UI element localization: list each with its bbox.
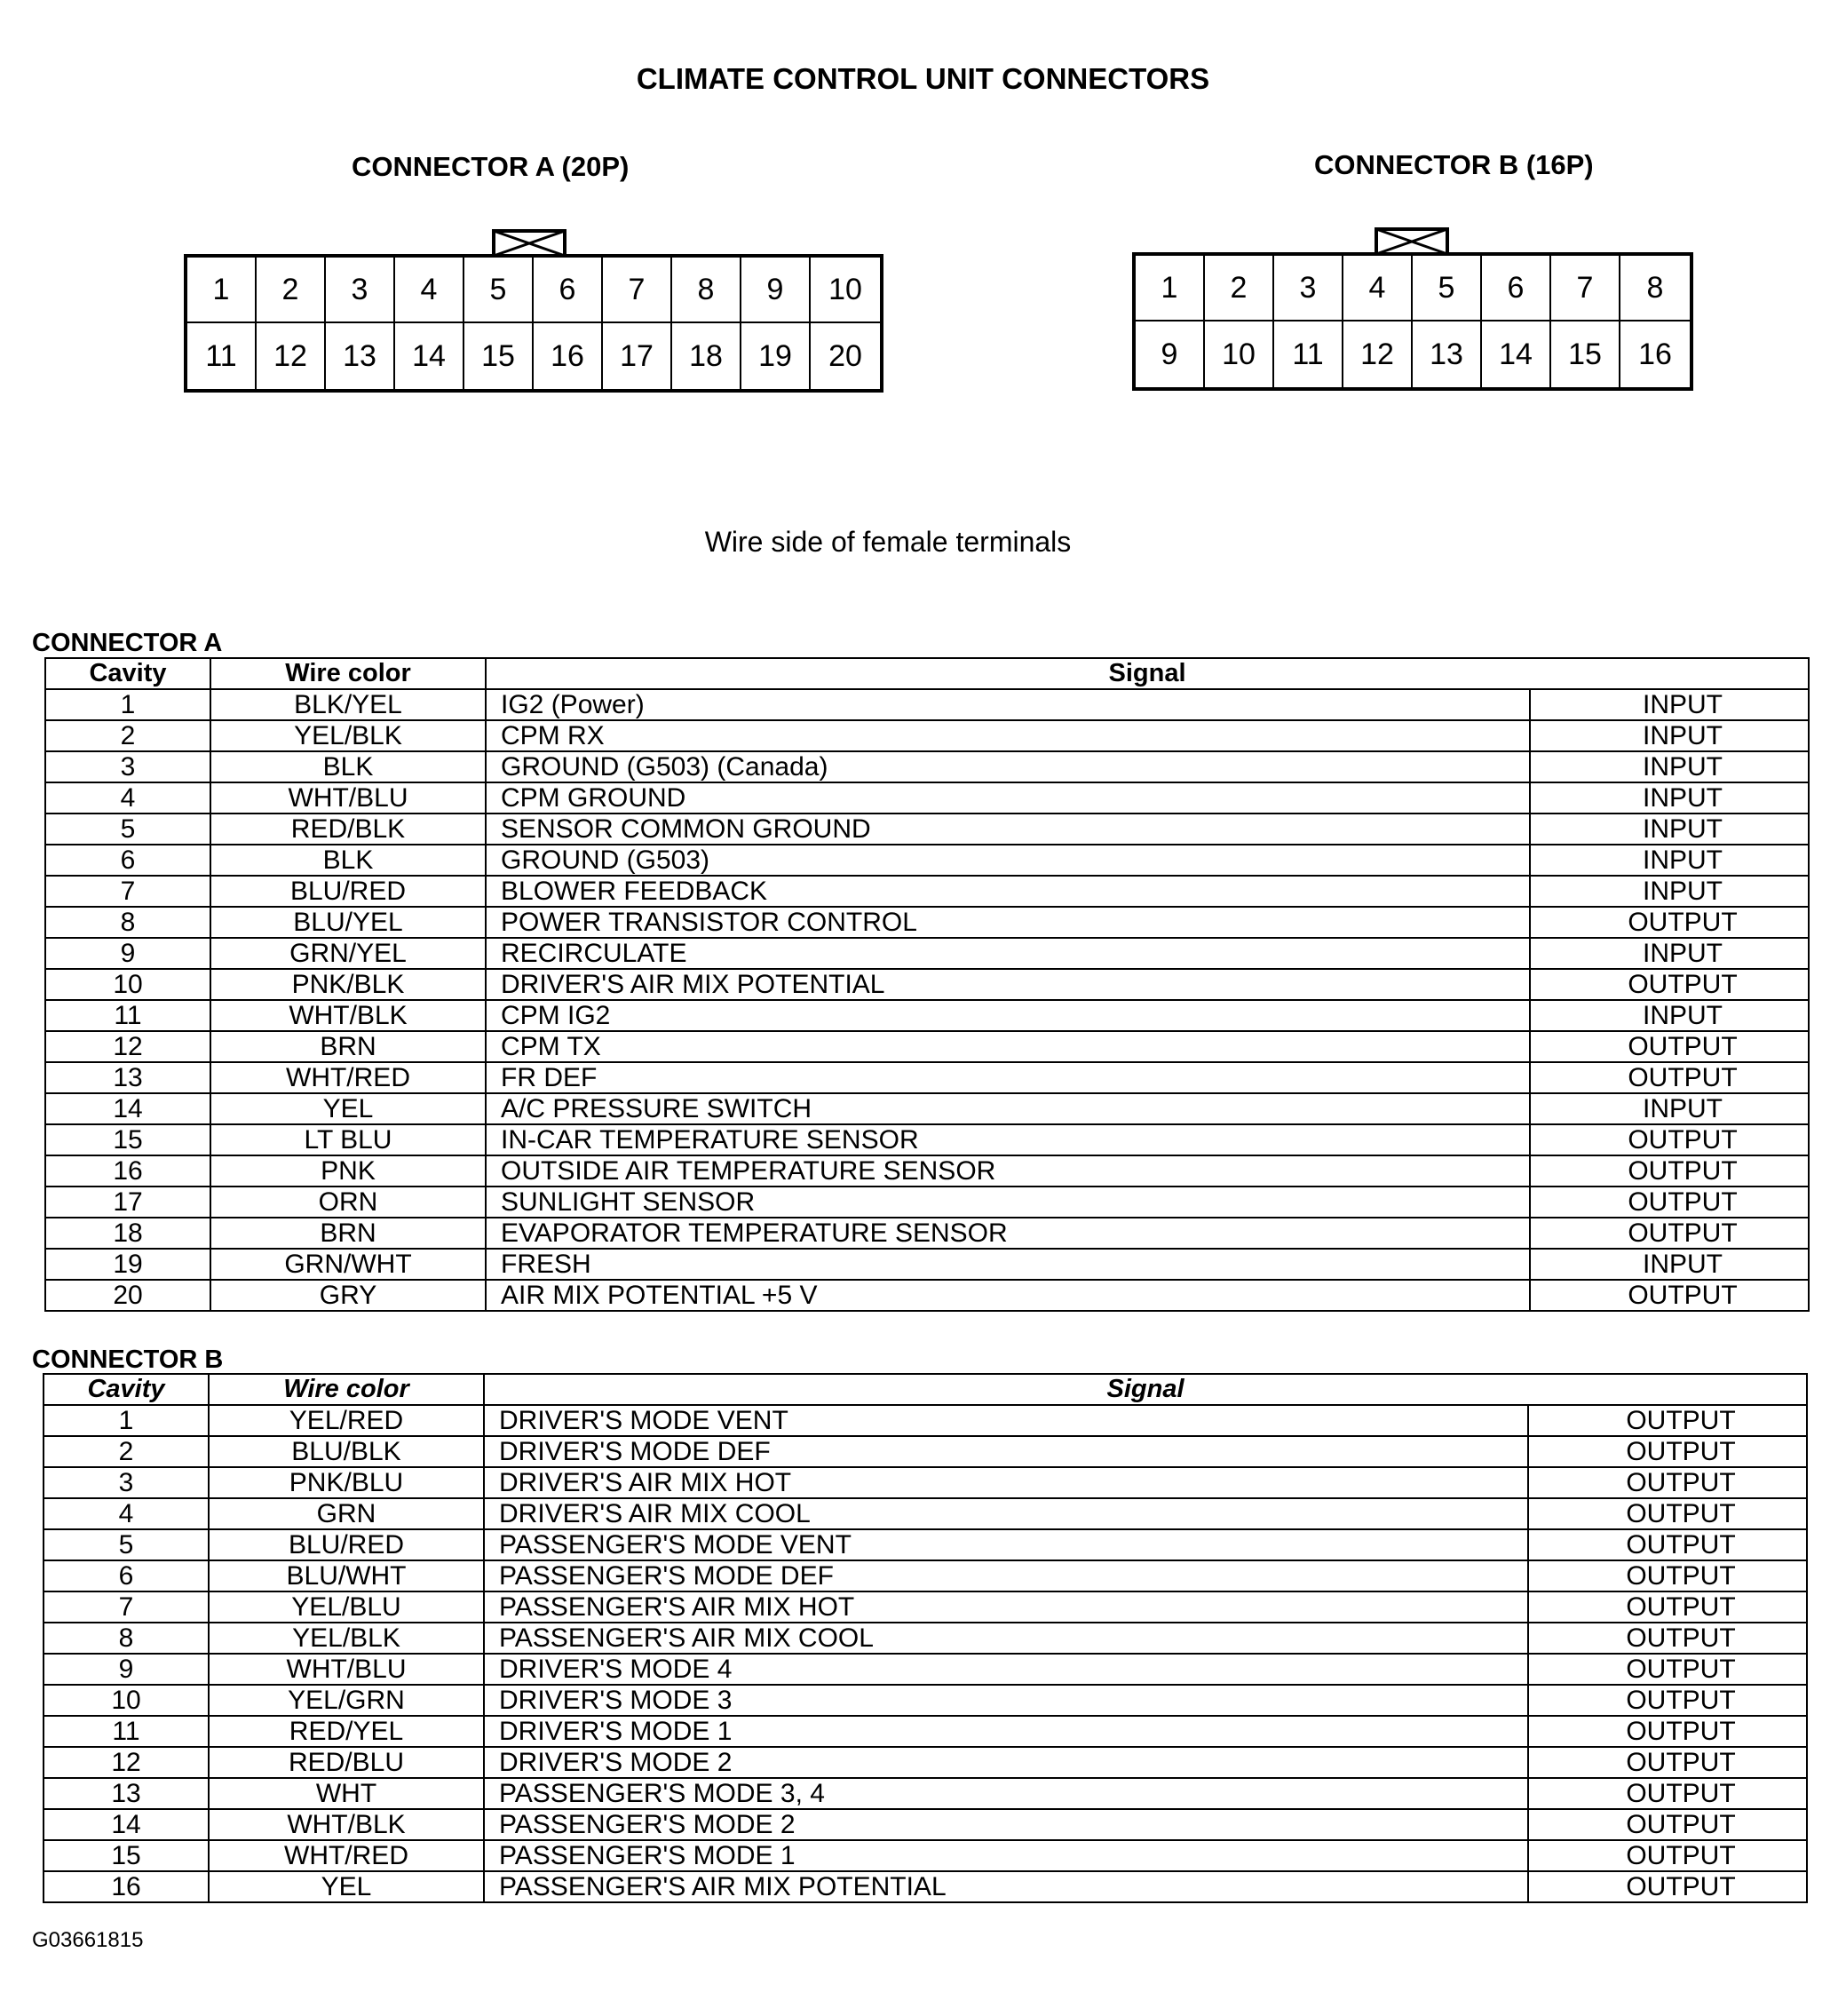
direction-cell: INPUT	[1530, 689, 1809, 720]
wire-color-cell: YEL/RED	[209, 1405, 484, 1436]
table-row	[44, 1840, 1807, 1871]
table-row	[44, 1654, 1807, 1685]
pin-cell: 2	[257, 258, 326, 323]
wire-color-cell: WHT/RED	[210, 1062, 486, 1093]
wire-color-cell: BLK	[210, 751, 486, 782]
signal-cell: OUTSIDE AIR TEMPERATURE SENSOR	[486, 1155, 1530, 1187]
table-header-row	[45, 658, 1809, 689]
signal-cell: PASSENGER'S MODE 2	[484, 1809, 1528, 1840]
pin-cell: 9	[1136, 321, 1205, 387]
pin-cell: 17	[603, 323, 672, 389]
wire-color-cell: BRN	[210, 1031, 486, 1062]
wire-color-cell: BLU/RED	[210, 876, 486, 907]
connector-b-pin-diagram	[1132, 252, 1693, 391]
pin-cell: 7	[603, 258, 672, 323]
table-row	[45, 1280, 1809, 1311]
table-row	[45, 845, 1809, 876]
table-row	[45, 1031, 1809, 1062]
wire-color-cell: GRN/YEL	[210, 938, 486, 969]
table-row	[45, 938, 1809, 969]
signal-cell: CPM IG2	[486, 1000, 1530, 1031]
table-row	[44, 1809, 1807, 1840]
cavity-header: Cavity	[44, 1374, 209, 1405]
table-row	[44, 1716, 1807, 1747]
cavity-cell: 2	[44, 1436, 209, 1467]
direction-cell: OUTPUT	[1528, 1498, 1807, 1529]
signal-header: Signal	[486, 658, 1809, 689]
signal-cell: SUNLIGHT SENSOR	[486, 1187, 1530, 1218]
wire-color-cell: YEL/BLK	[210, 720, 486, 751]
pin-cell: 1	[1136, 256, 1205, 321]
wire-color-cell: BLU/YEL	[210, 907, 486, 938]
connector-b-table	[43, 1373, 1808, 1903]
pin-cell: 12	[257, 323, 326, 389]
table-row	[44, 1560, 1807, 1591]
signal-cell: DRIVER'S MODE 4	[484, 1654, 1528, 1685]
wire-color-cell: BLU/RED	[209, 1529, 484, 1560]
cavity-cell: 2	[45, 720, 210, 751]
direction-cell: OUTPUT	[1530, 907, 1809, 938]
table-row	[45, 814, 1809, 845]
table-row	[44, 1685, 1807, 1716]
signal-cell: EVAPORATOR TEMPERATURE SENSOR	[486, 1218, 1530, 1249]
wire-color-cell: BLK/YEL	[210, 689, 486, 720]
wire-color-header: Wire color	[210, 658, 486, 689]
wire-color-cell: RED/YEL	[209, 1716, 484, 1747]
cavity-cell: 5	[44, 1529, 209, 1560]
cavity-cell: 1	[45, 689, 210, 720]
direction-cell: OUTPUT	[1530, 1218, 1809, 1249]
signal-cell: A/C PRESSURE SWITCH	[486, 1093, 1530, 1124]
direction-cell: OUTPUT	[1528, 1685, 1807, 1716]
cavity-cell: 4	[45, 782, 210, 814]
cavity-cell: 8	[45, 907, 210, 938]
pin-cell: 13	[326, 323, 395, 389]
table-row	[44, 1405, 1807, 1436]
signal-cell: DRIVER'S MODE 3	[484, 1685, 1528, 1716]
signal-cell: DRIVER'S MODE VENT	[484, 1405, 1528, 1436]
wire-color-cell: WHT	[209, 1778, 484, 1809]
connector-b-table-body	[44, 1405, 1807, 1902]
table-row	[45, 1000, 1809, 1031]
pin-cell: 19	[741, 323, 811, 389]
wire-color-cell: YEL/BLK	[209, 1623, 484, 1654]
direction-cell: INPUT	[1530, 938, 1809, 969]
signal-cell: DRIVER'S MODE DEF	[484, 1436, 1528, 1467]
direction-cell: OUTPUT	[1530, 1124, 1809, 1155]
wire-side-note: Wire side of female terminals	[704, 526, 1072, 558]
pin-cell: 18	[672, 323, 741, 389]
table-row	[44, 1871, 1807, 1902]
table-row	[45, 1187, 1809, 1218]
wire-color-cell: WHT/RED	[209, 1840, 484, 1871]
pin-cell: 10	[1205, 321, 1274, 387]
direction-cell: OUTPUT	[1528, 1560, 1807, 1591]
wire-color-cell: WHT/BLU	[209, 1654, 484, 1685]
cavity-cell: 8	[44, 1623, 209, 1654]
signal-cell: DRIVER'S MODE 1	[484, 1716, 1528, 1747]
pin-cell: 16	[534, 323, 603, 389]
pin-cell: 4	[1343, 256, 1413, 321]
table-row	[45, 1249, 1809, 1280]
cavity-cell: 15	[45, 1124, 210, 1155]
table-row	[45, 751, 1809, 782]
table-row	[45, 720, 1809, 751]
signal-cell: GROUND (G503)	[486, 845, 1530, 876]
connector-a-table-label: CONNECTOR A	[32, 629, 223, 657]
table-row	[44, 1747, 1807, 1778]
direction-cell: OUTPUT	[1530, 1031, 1809, 1062]
direction-cell: OUTPUT	[1528, 1436, 1807, 1467]
wire-color-cell: RED/BLU	[209, 1747, 484, 1778]
wire-color-cell: YEL	[209, 1871, 484, 1902]
table-row	[44, 1591, 1807, 1623]
pin-cell: 15	[1551, 321, 1620, 387]
wire-color-header: Wire color	[209, 1374, 484, 1405]
connector-b-diagram-label: CONNECTOR B (16P)	[1314, 149, 1594, 180]
cavity-cell: 16	[45, 1155, 210, 1187]
pin-cell: 6	[534, 258, 603, 323]
wire-color-cell: BRN	[210, 1218, 486, 1249]
table-row	[45, 1155, 1809, 1187]
cavity-cell: 15	[44, 1840, 209, 1871]
pin-cell: 5	[1413, 256, 1482, 321]
table-row	[45, 782, 1809, 814]
cavity-cell: 10	[45, 969, 210, 1000]
direction-cell: OUTPUT	[1528, 1809, 1807, 1840]
signal-cell: CPM RX	[486, 720, 1530, 751]
table-row	[44, 1467, 1807, 1498]
pin-cell: 11	[187, 323, 257, 389]
pin-cell: 20	[828, 338, 862, 373]
direction-cell: OUTPUT	[1528, 1840, 1807, 1871]
cavity-cell: 9	[45, 938, 210, 969]
signal-cell: PASSENGER'S MODE VENT	[484, 1529, 1528, 1560]
cavity-cell: 20	[45, 1280, 210, 1311]
cavity-cell: 7	[44, 1591, 209, 1623]
table-row	[45, 1124, 1809, 1155]
pin-cell: 8	[672, 258, 741, 323]
signal-cell: PASSENGER'S AIR MIX POTENTIAL	[484, 1871, 1528, 1902]
pin-cell: 10	[811, 258, 880, 323]
direction-cell: OUTPUT	[1528, 1778, 1807, 1809]
direction-cell: OUTPUT	[1528, 1654, 1807, 1685]
pin-cell: 3	[1274, 256, 1343, 321]
signal-cell: POWER TRANSISTOR CONTROL	[486, 907, 1530, 938]
wire-color-cell: YEL/BLU	[209, 1591, 484, 1623]
signal-cell: FR DEF	[486, 1062, 1530, 1093]
pin-cell: 3	[326, 258, 395, 323]
page-title: CLIMATE CONTROL UNIT CONNECTORS	[636, 62, 1210, 95]
pin-cell: 15	[464, 323, 534, 389]
wire-color-cell: YEL/GRN	[209, 1685, 484, 1716]
direction-cell: OUTPUT	[1528, 1623, 1807, 1654]
cavity-cell: 3	[44, 1467, 209, 1498]
cavity-cell: 10	[44, 1685, 209, 1716]
wire-color-cell: GRN	[209, 1498, 484, 1529]
signal-cell: CPM TX	[486, 1031, 1530, 1062]
cavity-cell: 9	[44, 1654, 209, 1685]
pin-cell: 12	[1343, 321, 1413, 387]
wire-color-cell: WHT/BLK	[210, 1000, 486, 1031]
cavity-cell: 5	[45, 814, 210, 845]
direction-cell: OUTPUT	[1528, 1747, 1807, 1778]
cavity-cell: 3	[45, 751, 210, 782]
signal-cell: DRIVER'S AIR MIX POTENTIAL	[486, 969, 1530, 1000]
connector-a-table	[44, 657, 1810, 1312]
cavity-cell: 12	[45, 1031, 210, 1062]
pin-cell: 13	[1413, 321, 1482, 387]
pin-cell: 11	[1274, 321, 1343, 387]
cavity-cell: 16	[44, 1871, 209, 1902]
direction-cell: OUTPUT	[1528, 1591, 1807, 1623]
signal-cell: IN-CAR TEMPERATURE SENSOR	[486, 1124, 1530, 1155]
pin-cell: 14	[395, 323, 464, 389]
pin-cell: 5	[464, 258, 534, 323]
signal-cell: FRESH	[486, 1249, 1530, 1280]
direction-cell: OUTPUT	[1528, 1529, 1807, 1560]
table-row	[45, 689, 1809, 720]
cavity-cell: 14	[45, 1093, 210, 1124]
wire-color-cell: GRN/WHT	[210, 1249, 486, 1280]
table-row	[44, 1498, 1807, 1529]
direction-cell: INPUT	[1530, 1000, 1809, 1031]
pin-cell: 2	[1205, 256, 1274, 321]
wire-color-cell: BLK	[210, 845, 486, 876]
cavity-cell: 12	[44, 1747, 209, 1778]
direction-cell: INPUT	[1530, 1093, 1809, 1124]
wire-color-cell: BLU/WHT	[209, 1560, 484, 1591]
cavity-cell: 18	[45, 1218, 210, 1249]
pin-cell: 14	[1482, 321, 1551, 387]
table-row	[44, 1778, 1807, 1809]
table-row	[45, 969, 1809, 1000]
cavity-cell: 11	[44, 1716, 209, 1747]
cavity-cell: 11	[45, 1000, 210, 1031]
cavity-cell: 13	[44, 1778, 209, 1809]
direction-cell: INPUT	[1530, 1249, 1809, 1280]
connector-a-table-body	[45, 689, 1809, 1311]
direction-cell: INPUT	[1530, 751, 1809, 782]
signal-cell: PASSENGER'S MODE 1	[484, 1840, 1528, 1871]
direction-cell: OUTPUT	[1530, 969, 1809, 1000]
pin-cell: 9	[741, 258, 811, 323]
pin-cell: 8	[1620, 256, 1690, 321]
pin-cell: 4	[395, 258, 464, 323]
signal-cell: PASSENGER'S AIR MIX HOT	[484, 1591, 1528, 1623]
connector-b-table-label: CONNECTOR B	[32, 1345, 224, 1374]
signal-cell: RECIRCULATE	[486, 938, 1530, 969]
direction-cell: OUTPUT	[1528, 1467, 1807, 1498]
wire-color-cell: PNK/BLK	[210, 969, 486, 1000]
table-row	[45, 1218, 1809, 1249]
direction-cell: OUTPUT	[1528, 1716, 1807, 1747]
cavity-cell: 17	[45, 1187, 210, 1218]
wire-color-cell: YEL	[210, 1093, 486, 1124]
direction-cell: OUTPUT	[1530, 1155, 1809, 1187]
signal-cell: IG2 (Power)	[486, 689, 1530, 720]
wire-color-cell: WHT/BLU	[210, 782, 486, 814]
signal-cell: PASSENGER'S MODE 3, 4	[484, 1778, 1528, 1809]
wire-color-cell: LT BLU	[210, 1124, 486, 1155]
connector-a-pin-diagram	[184, 254, 883, 393]
direction-cell: INPUT	[1530, 782, 1809, 814]
cavity-cell: 14	[44, 1809, 209, 1840]
direction-cell: OUTPUT	[1530, 1187, 1809, 1218]
signal-cell: SENSOR COMMON GROUND	[486, 814, 1530, 845]
pin-cell: 6	[1482, 256, 1551, 321]
connector-a-diagram-label: CONNECTOR A (20P)	[352, 151, 630, 182]
signal-cell: AIR MIX POTENTIAL +5 V	[486, 1280, 1530, 1311]
cavity-cell: 7	[45, 876, 210, 907]
signal-cell: PASSENGER'S MODE DEF	[484, 1560, 1528, 1591]
wire-color-cell: WHT/BLK	[209, 1809, 484, 1840]
table-row	[44, 1623, 1807, 1654]
direction-cell: INPUT	[1530, 845, 1809, 876]
direction-cell: OUTPUT	[1530, 1280, 1809, 1311]
cavity-cell: 6	[44, 1560, 209, 1591]
wire-color-cell: BLU/BLK	[209, 1436, 484, 1467]
direction-cell: OUTPUT	[1530, 1062, 1809, 1093]
table-row	[44, 1436, 1807, 1467]
wire-color-cell: ORN	[210, 1187, 486, 1218]
cavity-cell: 6	[45, 845, 210, 876]
direction-cell: OUTPUT	[1528, 1405, 1807, 1436]
table-row	[45, 1062, 1809, 1093]
wire-color-cell: GRY	[210, 1280, 486, 1311]
cavity-cell: 13	[45, 1062, 210, 1093]
cavity-header: Cavity	[45, 658, 210, 689]
wire-color-cell: PNK	[210, 1155, 486, 1187]
signal-cell: GROUND (G503) (Canada)	[486, 751, 1530, 782]
signal-header: Signal	[484, 1374, 1807, 1405]
table-row	[45, 876, 1809, 907]
signal-cell: BLOWER FEEDBACK	[486, 876, 1530, 907]
signal-cell: DRIVER'S MODE 2	[484, 1747, 1528, 1778]
cavity-cell: 19	[45, 1249, 210, 1280]
signal-cell: DRIVER'S AIR MIX COOL	[484, 1498, 1528, 1529]
pin-cell: 1	[187, 258, 257, 323]
direction-cell: INPUT	[1530, 814, 1809, 845]
signal-cell: CPM GROUND	[486, 782, 1530, 814]
direction-cell: INPUT	[1530, 876, 1809, 907]
wire-color-cell: RED/BLK	[210, 814, 486, 845]
signal-cell: DRIVER'S AIR MIX HOT	[484, 1467, 1528, 1498]
pin-cell: 7	[1551, 256, 1620, 321]
wire-color-cell: PNK/BLU	[209, 1467, 484, 1498]
cavity-cell: 1	[44, 1405, 209, 1436]
table-row	[45, 907, 1809, 938]
direction-cell: OUTPUT	[1528, 1871, 1807, 1902]
direction-cell: INPUT	[1530, 720, 1809, 751]
cavity-cell: 4	[44, 1498, 209, 1529]
table-row	[45, 1093, 1809, 1124]
pin-cell: 16	[1638, 337, 1672, 371]
table-row	[44, 1529, 1807, 1560]
figure-id: G03661815	[32, 1928, 144, 1952]
signal-cell: PASSENGER'S AIR MIX COOL	[484, 1623, 1528, 1654]
table-header-row	[44, 1374, 1807, 1405]
